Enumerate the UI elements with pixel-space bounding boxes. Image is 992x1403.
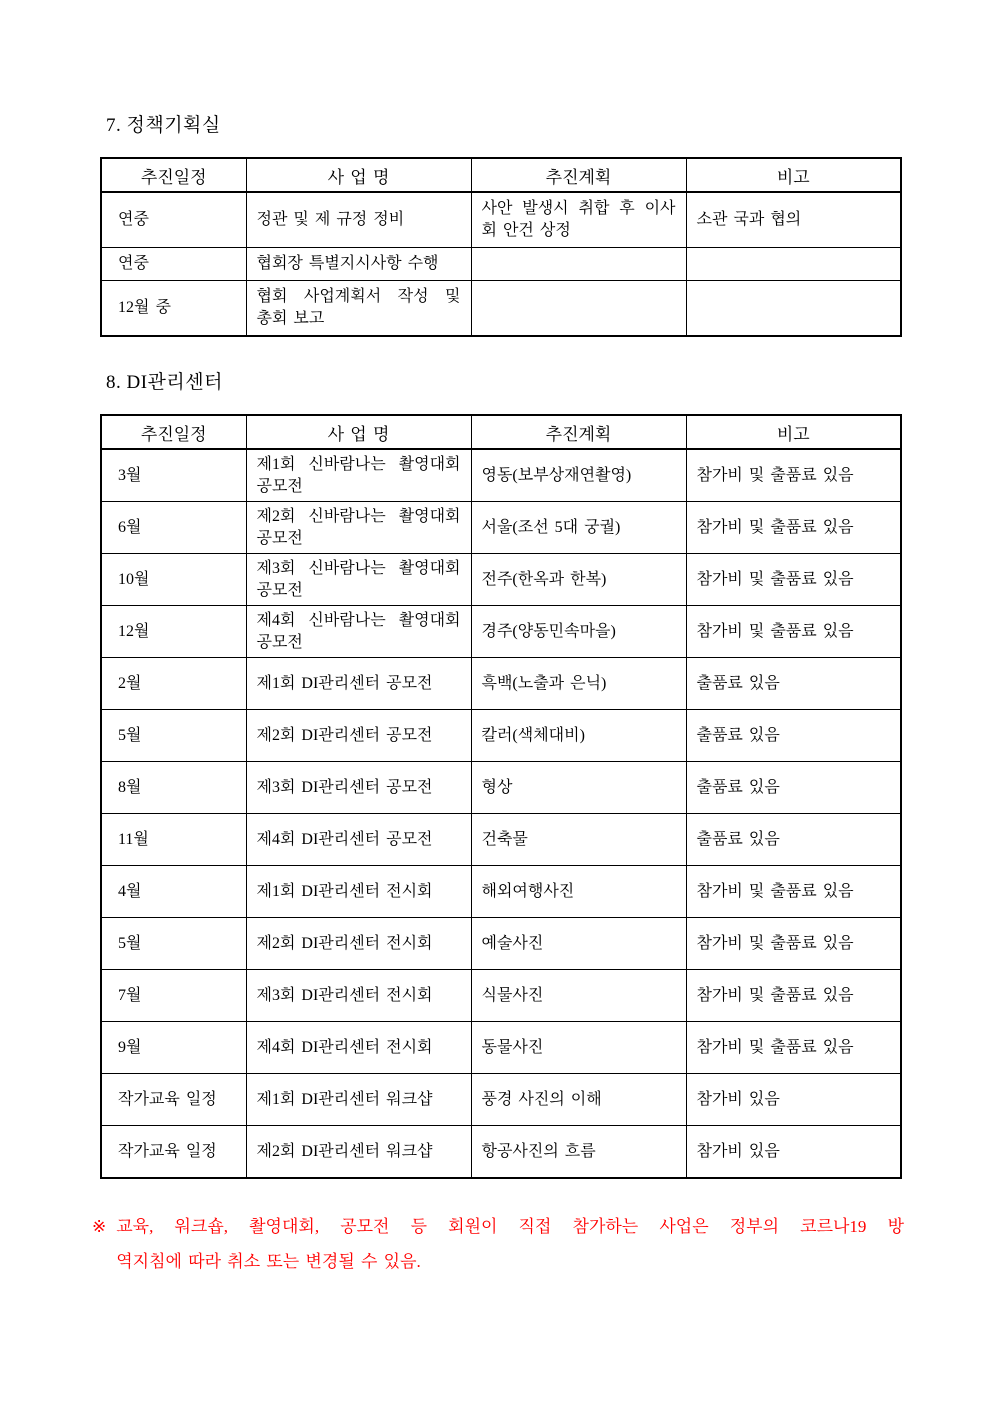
table-cell [471, 248, 686, 281]
table-cell: 3월 [101, 449, 246, 502]
table-cell: 영동(보부상재연촬영) [471, 449, 686, 502]
table-header-row [101, 415, 901, 449]
table-cell: 동물사진 [471, 1022, 686, 1074]
table-cell [246, 449, 471, 502]
table-cell: 제1회 DI관리센터 공모전 [246, 658, 471, 710]
table-cell: 출품료 있음 [686, 814, 901, 866]
table-cell: 2월 [101, 658, 246, 710]
column-header: 추진계획 [471, 415, 686, 449]
table-cell [246, 502, 471, 554]
table-cell [686, 248, 901, 281]
table-cell: 참가비 및 출품료 있음 [686, 502, 901, 554]
table-cell: 건축물 [471, 814, 686, 866]
table-cell: 9월 [101, 1022, 246, 1074]
table-cell: 참가비 및 출품료 있음 [686, 970, 901, 1022]
column-header: 사 업 명 [246, 415, 471, 449]
table-cell: 참가비 및 출품료 있음 [686, 606, 901, 658]
table-cell: 12월 중 [101, 281, 246, 337]
table-cell: 8월 [101, 762, 246, 814]
section-title-di-center: 8. DI관리센터 [106, 372, 223, 393]
table-cell: 참가비 및 출품료 있음 [686, 449, 901, 502]
table-cell: 참가비 있음 [686, 1074, 901, 1126]
table-cell: 제1회 DI관리센터 전시회 [246, 866, 471, 918]
di-center-table [100, 414, 902, 1179]
table-row [101, 762, 901, 814]
table-cell: 12월 [101, 606, 246, 658]
column-header: 추진계획 [471, 158, 686, 192]
cell-line: 공모전 [256, 633, 303, 651]
cell-line: 제3회 신바람나는 촬영대회 [256, 559, 461, 577]
table-cell: 작가교육 일정 [101, 1126, 246, 1179]
table-cell: 제2회 DI관리센터 전시회 [246, 918, 471, 970]
cell-line: 사안 발생시 취합 후 이사 [481, 200, 676, 217]
cell-line: 공모전 [256, 581, 303, 599]
cell-line: 회 안건 상정 [481, 222, 571, 239]
section-title-policy-planning: 7. 정책기획실 [106, 115, 221, 136]
table-cell: 연중 [101, 248, 246, 281]
column-header: 추진일정 [101, 158, 246, 192]
table-cell: 11월 [101, 814, 246, 866]
table-row [101, 1074, 901, 1126]
section-di-center [100, 371, 900, 1179]
column-header: 추진일정 [101, 415, 246, 449]
table-cell: 연중 [101, 192, 246, 248]
table-cell: 전주(한옥과 한복) [471, 554, 686, 606]
table-row [101, 658, 901, 710]
table-cell: 참가비 및 출품료 있음 [686, 1022, 901, 1074]
table-row [101, 710, 901, 762]
table-cell [246, 554, 471, 606]
cell-line: 총회 보고 [256, 310, 325, 327]
table-cell: 소관 국과 협의 [686, 192, 901, 248]
table-cell [246, 281, 471, 337]
table-cell: 참가비 및 출품료 있음 [686, 866, 901, 918]
table-cell [686, 281, 901, 337]
footnote-line: 교육, 워크숍, 촬영대회, 공모전 등 회원이 직접 참가하는 사업은 정부의 코르나19 방 [116, 1217, 904, 1236]
table-cell: 5월 [101, 710, 246, 762]
table-cell [246, 606, 471, 658]
table-cell: 경주(양동민속마을) [471, 606, 686, 658]
column-header: 사 업 명 [246, 158, 471, 192]
cell-line: 협회 사업계획서 작성 및 [256, 288, 461, 305]
table-row [101, 281, 901, 337]
table-cell: 5월 [101, 918, 246, 970]
table-cell: 형상 [471, 762, 686, 814]
section-policy-planning [100, 114, 900, 337]
table-cell: 항공사진의 흐름 [471, 1126, 686, 1179]
table-cell: 예술사진 [471, 918, 686, 970]
table-row [101, 1126, 901, 1179]
table-row [101, 192, 901, 248]
table-cell: 참가비 있음 [686, 1126, 901, 1179]
table-row [101, 449, 901, 502]
table-cell: 서울(조선 5대 궁궐) [471, 502, 686, 554]
table-header-row [101, 158, 901, 192]
table-cell: 흑백(노출과 은닉) [471, 658, 686, 710]
footnote-line: 역지침에 따라 취소 또는 변경될 수 있음. [116, 1252, 421, 1271]
table-row [101, 970, 901, 1022]
cell-line: 공모전 [256, 529, 303, 547]
table-cell: 6월 [101, 502, 246, 554]
table-row [101, 918, 901, 970]
table-cell: 칼러(색체대비) [471, 710, 686, 762]
table-cell: 제4회 DI관리센터 공모전 [246, 814, 471, 866]
table-row [101, 814, 901, 866]
cell-line: 제4회 신바람나는 촬영대회 [256, 611, 461, 629]
table-cell: 제3회 DI관리센터 전시회 [246, 970, 471, 1022]
table-cell: 출품료 있음 [686, 710, 901, 762]
table-cell: 참가비 및 출품료 있음 [686, 918, 901, 970]
table-cell: 해외여행사진 [471, 866, 686, 918]
table-cell: 10월 [101, 554, 246, 606]
table-cell: 참가비 및 출품료 있음 [686, 554, 901, 606]
table-row [101, 606, 901, 658]
table-cell: 출품료 있음 [686, 658, 901, 710]
cell-line: 공모전 [256, 477, 303, 495]
table-row [101, 502, 901, 554]
cell-line: 제1회 신바람나는 촬영대회 [256, 455, 461, 473]
table-cell [471, 192, 686, 248]
table-cell: 작가교육 일정 [101, 1074, 246, 1126]
table-cell: 7월 [101, 970, 246, 1022]
reference-mark: ※ [92, 1217, 107, 1236]
table-row [101, 866, 901, 918]
table-cell: 풍경 사진의 이해 [471, 1074, 686, 1126]
table-cell: 제2회 DI관리센터 워크샵 [246, 1126, 471, 1179]
column-header: 비고 [686, 158, 901, 192]
table-cell [471, 281, 686, 337]
table-row [101, 1022, 901, 1074]
cell-line: 제2회 신바람나는 촬영대회 [256, 507, 461, 525]
table-cell: 제1회 DI관리센터 워크샵 [246, 1074, 471, 1126]
table-cell: 제4회 DI관리센터 전시회 [246, 1022, 471, 1074]
table-cell: 4월 [101, 866, 246, 918]
table-cell: 출품료 있음 [686, 762, 901, 814]
table-cell: 협회장 특별지시사항 수행 [246, 248, 471, 281]
table-cell: 식물사진 [471, 970, 686, 1022]
table-cell: 제2회 DI관리센터 공모전 [246, 710, 471, 762]
table-cell: 제3회 DI관리센터 공모전 [246, 762, 471, 814]
table-cell: 정관 및 제 규정 정비 [246, 192, 471, 248]
footnote-text [116, 1209, 904, 1279]
table-row [101, 554, 901, 606]
covid-footnote [92, 1209, 904, 1279]
column-header: 비고 [686, 415, 901, 449]
table-row [101, 248, 901, 281]
policy-planning-table [100, 157, 902, 337]
